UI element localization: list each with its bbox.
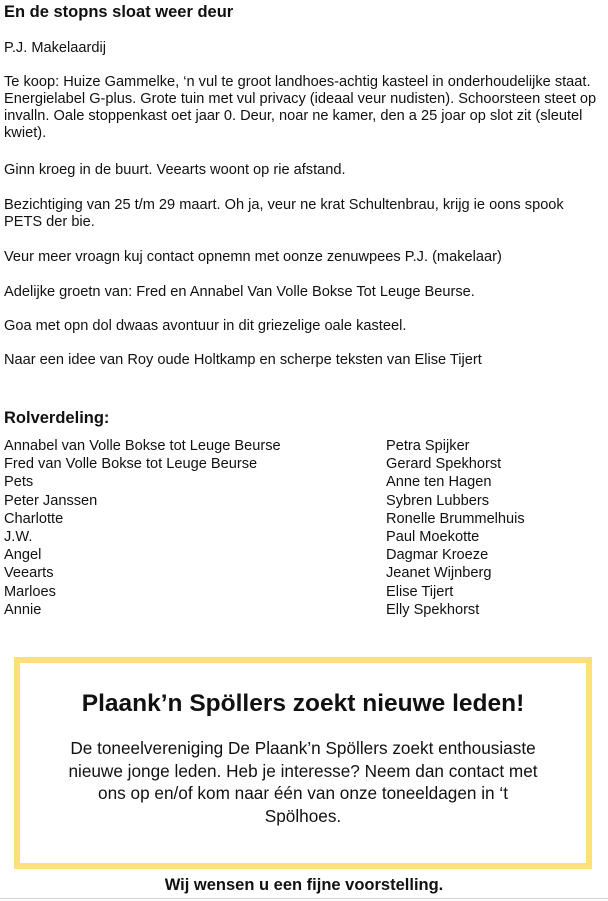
recruitment-box — [14, 657, 592, 869]
cast-role: Marloes — [4, 583, 56, 600]
cast-row — [4, 583, 604, 601]
document-title: En de stopns sloat weer deur — [4, 3, 234, 21]
paragraph-credits: Naar een idee van Roy oude Holtkamp en scherpe teksten van Elise Tijert — [4, 352, 482, 368]
cast-row — [4, 492, 604, 510]
cast-role: Angel — [4, 547, 42, 564]
cast-row — [4, 473, 604, 491]
cast-actor: Paul Moekotte — [386, 528, 480, 545]
cast-role: Pets — [4, 474, 34, 491]
cast-row — [4, 455, 604, 473]
cast-role: Charlotte — [4, 510, 64, 527]
cast-row — [4, 510, 604, 528]
cast-actor: Gerard Spekhorst — [386, 456, 502, 473]
cast-role: J.W. — [4, 528, 33, 545]
paragraph-agency: P.J. Makelaardij — [4, 40, 106, 56]
paragraph-neighbourhood: Ginn kroeg in de buurt. Veearts woont op rie afstand. — [4, 162, 346, 178]
paragraph-contact: Veur meer vroagn kuj contact opnemn met oonze zenuwpees P.J. (makelaar) — [4, 249, 502, 265]
cast-role: Peter Janssen — [4, 492, 98, 509]
paragraph-viewing: Bezichtiging van 25 t/m 29 maart. Oh ja, veur ne krat Schultenbrau, krijg ie oons spook PETS der bie. — [4, 197, 564, 230]
bottom-divider — [0, 898, 608, 899]
cast-role: Annie — [4, 601, 42, 618]
cast-list — [4, 437, 604, 619]
closing-message: Wij wensen u een fijne voorstelling. — [164, 876, 444, 894]
paragraph-for-sale: Te koop: Huize Gammelke, ‘n vul te groot landhoes-achtig kasteel in onderhoudelijke staat. Energielabel G-plus. Grote tuin met vul privacy (ideaal veur nudisten). Schoorsteen steet op invalln. Oale stoppenkast oet jaar 0. Deur, noar ne kamer, den a 25 joar op slot zit (sleutel kwiet). — [4, 74, 597, 141]
cast-row — [4, 546, 604, 564]
cast-role: Annabel van Volle Bokse tot Leuge Beurse — [4, 438, 281, 454]
cast-row — [4, 528, 604, 546]
cast-role: Veearts — [4, 565, 54, 582]
cast-actor: Jeanet Wijnberg — [386, 565, 492, 582]
cast-actor: Petra Spijker — [386, 438, 470, 454]
recruitment-title: Plaank’n Spöllers zoekt nieuwe leden! — [81, 690, 525, 717]
cast-actor: Ronelle Brummelhuis — [386, 510, 525, 527]
recruitment-body: De toneelvereniging De Plaank’n Spöllers zoekt enthousiaste nieuwe jonge leden. Heb je interesse? Neem dan contact met ons op en/of kom naar één van onze toneeldagen in ‘t Spölhoes. — [68, 738, 538, 826]
cast-actor: Anne ten Hagen — [386, 474, 492, 491]
cast-row — [4, 564, 604, 582]
paragraph-greetings: Adelijke groetn van: Fred en Annabel Van Volle Bokse Tot Leuge Beurse. — [4, 284, 475, 300]
cast-actor: Dagmar Kroeze — [386, 547, 489, 564]
cast-actor: Sybren Lubbers — [386, 492, 490, 509]
cast-role: Fred van Volle Bokse tot Leuge Beurse — [4, 456, 258, 473]
cast-row — [4, 601, 604, 619]
cast-actor: Elise Tijert — [386, 583, 454, 600]
paragraph-adventure: Goa met opn dol dwaas avontuur in dit griezelige oale kasteel. — [4, 318, 407, 334]
cast-actor: Elly Spekhorst — [386, 601, 480, 618]
cast-row — [4, 437, 604, 455]
cast-heading: Rolverdeling: — [4, 409, 110, 427]
